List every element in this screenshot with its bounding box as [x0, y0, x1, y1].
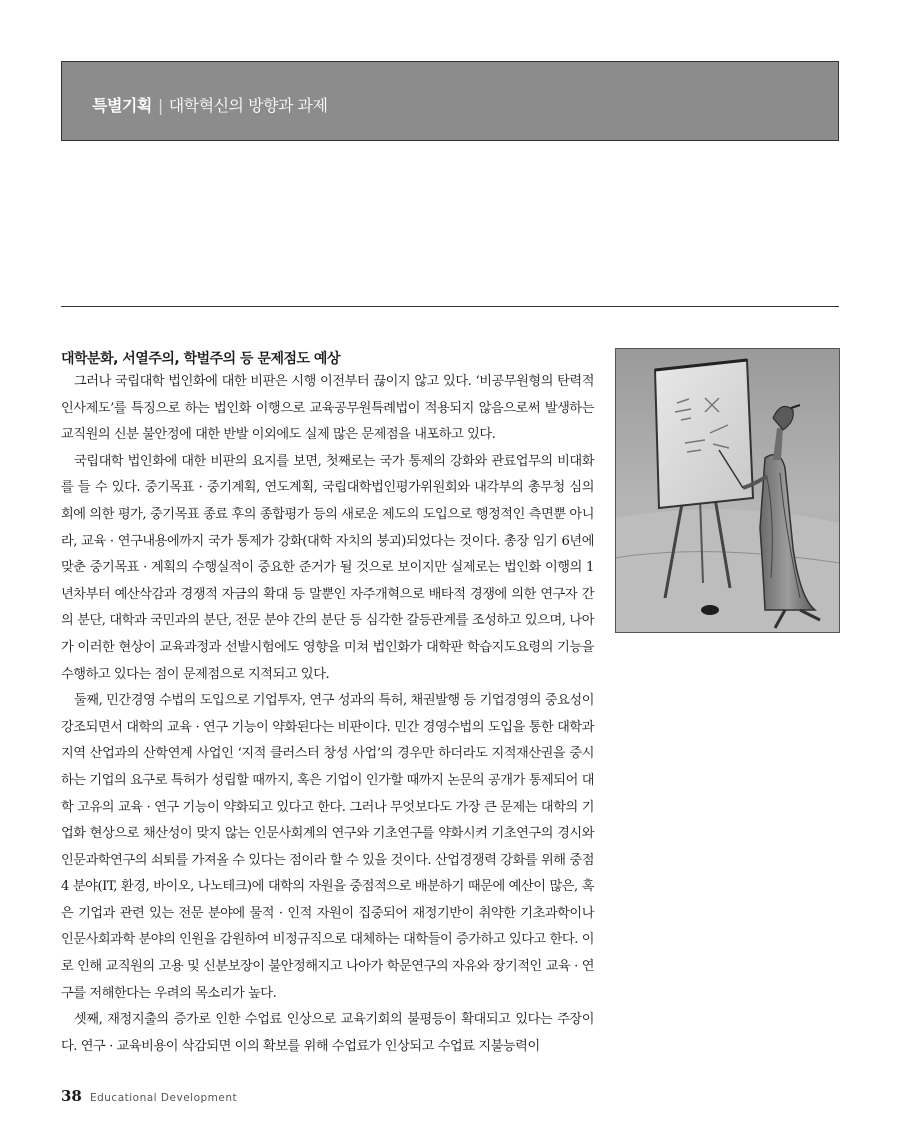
- illustration-image: [615, 348, 840, 633]
- header-banner: [61, 61, 839, 141]
- publication-name: Educational Development: [89, 1092, 238, 1104]
- section-label: 특별기획: [92, 96, 152, 115]
- feature-title: 대학혁신의 방향과 과제: [168, 96, 328, 115]
- page-footer: [61, 1086, 237, 1105]
- paragraph: 셋째, 재정지출의 증가로 인한 수업료 인상으로 교육기회의 불평등이 확대되고 있다는 주장이다. 연구 · 교육비용이 삭감되면 이의 확보를 위해 수업료가 인상되고 수업료 지불능력이: [61, 1012, 594, 1054]
- section-heading: 대학분화, 서열주의, 학벌주의 등 문제점도 예상: [61, 351, 340, 367]
- page-number: 38: [61, 1087, 82, 1105]
- article-body: [61, 369, 594, 1060]
- header-separator: |: [157, 96, 163, 115]
- header-title: [92, 93, 327, 116]
- paragraph: 국립대학 법인화에 대한 비판의 요지를 보면, 첫째로는 국가 통제의 강화와 관료업무의 비대화를 들 수 있다. 중기목표 · 중기계획, 연도계획, 국립대학법인평가위원회와 내각부의 총무청 심의회에 의한 평가, 중기목표 종료 후의 종합평가 등의 새로운 제도의 도입으로 행정적인 측면뿐 아니라, 교육 · 연구내용에까지 국가 통제가 강화(대학 자치의 붕괴)되었다는 것이다. 총장 임기 6년에 맞춘 중기목표 · 계획의 수행실적이 중요한 준거가 될 것으로 보이지만 실제로는 법인화 이행의 1년차부터 예산삭감과 경쟁적 자금의 확대 등 말뿐인 자주개혁으로 배타적 경쟁에 의한 연구자 간의 분단, 대학과 국민과의 분단, 전문 분야 간의 분단 등 심각한 갈등관계를 조성하고 있으며, 나아가 이러한 현상이 교육과정과 선발시험에도 영향을 미쳐 법인화가 대학판 학습지도요령의 기능을 수행하고 있다는 점이 문제점으로 지적되고 있다.: [61, 453, 594, 682]
- paragraph: 그러나 국립대학 법인화에 대한 비판은 시행 이전부터 끊이지 않고 있다. ‘비공무원형의 탄력적 인사제도’를 특징으로 하는 법인화 이행으로 교육공무원특례법이 적용되지 않음으로써 발생하는 교직원의 신분 불안정에 대한 반발 이외에도 실제 많은 문제점을 내포하고 있다.: [61, 374, 594, 443]
- horizontal-rule: [61, 306, 839, 307]
- paragraph: 둘째, 민간경영 수법의 도입으로 기업투자, 연구 성과의 특허, 채권발행 등 기업경영의 중요성이 강조되면서 대학의 교육 · 연구 기능이 약화된다는 비판이다. 민간 경영수법의 도입을 통한 대학과 지역 산업과의 산학연계 사업인 ‘지적 클러스터 창성 사업’의 경우만 하더라도 지적재산권을 중시하는 기업의 요구로 특허가 성립할 때까지, 혹은 기업이 인가할 때까지 논문의 공개가 통제되어 대학 고유의 교육 · 연구 기능이 약화되고 있다고 한다. 그러나 무엇보다도 가장 큰 문제는 대학의 기업화 현상으로 채산성이 맞지 않는 인문사회계의 연구와 기초연구를 약화시켜 기초연구의 경시와 인문과학연구의 쇠퇴를 가져올 수 있다는 점이라 할 수 있을 것이다. 산업경쟁력 강화를 위해 중점 4 분야(IT, 환경, 바이오, 나노테크)에 대학의 자원을 중점적으로 배분하기 때문에 예산이 많은, 혹은 기업과 관련 있는 전문 분야에 물적 · 인적 자원이 집중되어 재정기반이 취약한 기초과학이나 인문사회과학 분야의 인원을 감원하여 비정규직으로 대체하는 대학들이 증가하고 있다고 한다. 이로 인해 교직원의 고용 및 신분보장이 불안정해지고 나아가 학문연구의 자유와 장기적인 교육 · 연구를 저해한다는 우려의 목소리가 높다.: [61, 693, 594, 1001]
